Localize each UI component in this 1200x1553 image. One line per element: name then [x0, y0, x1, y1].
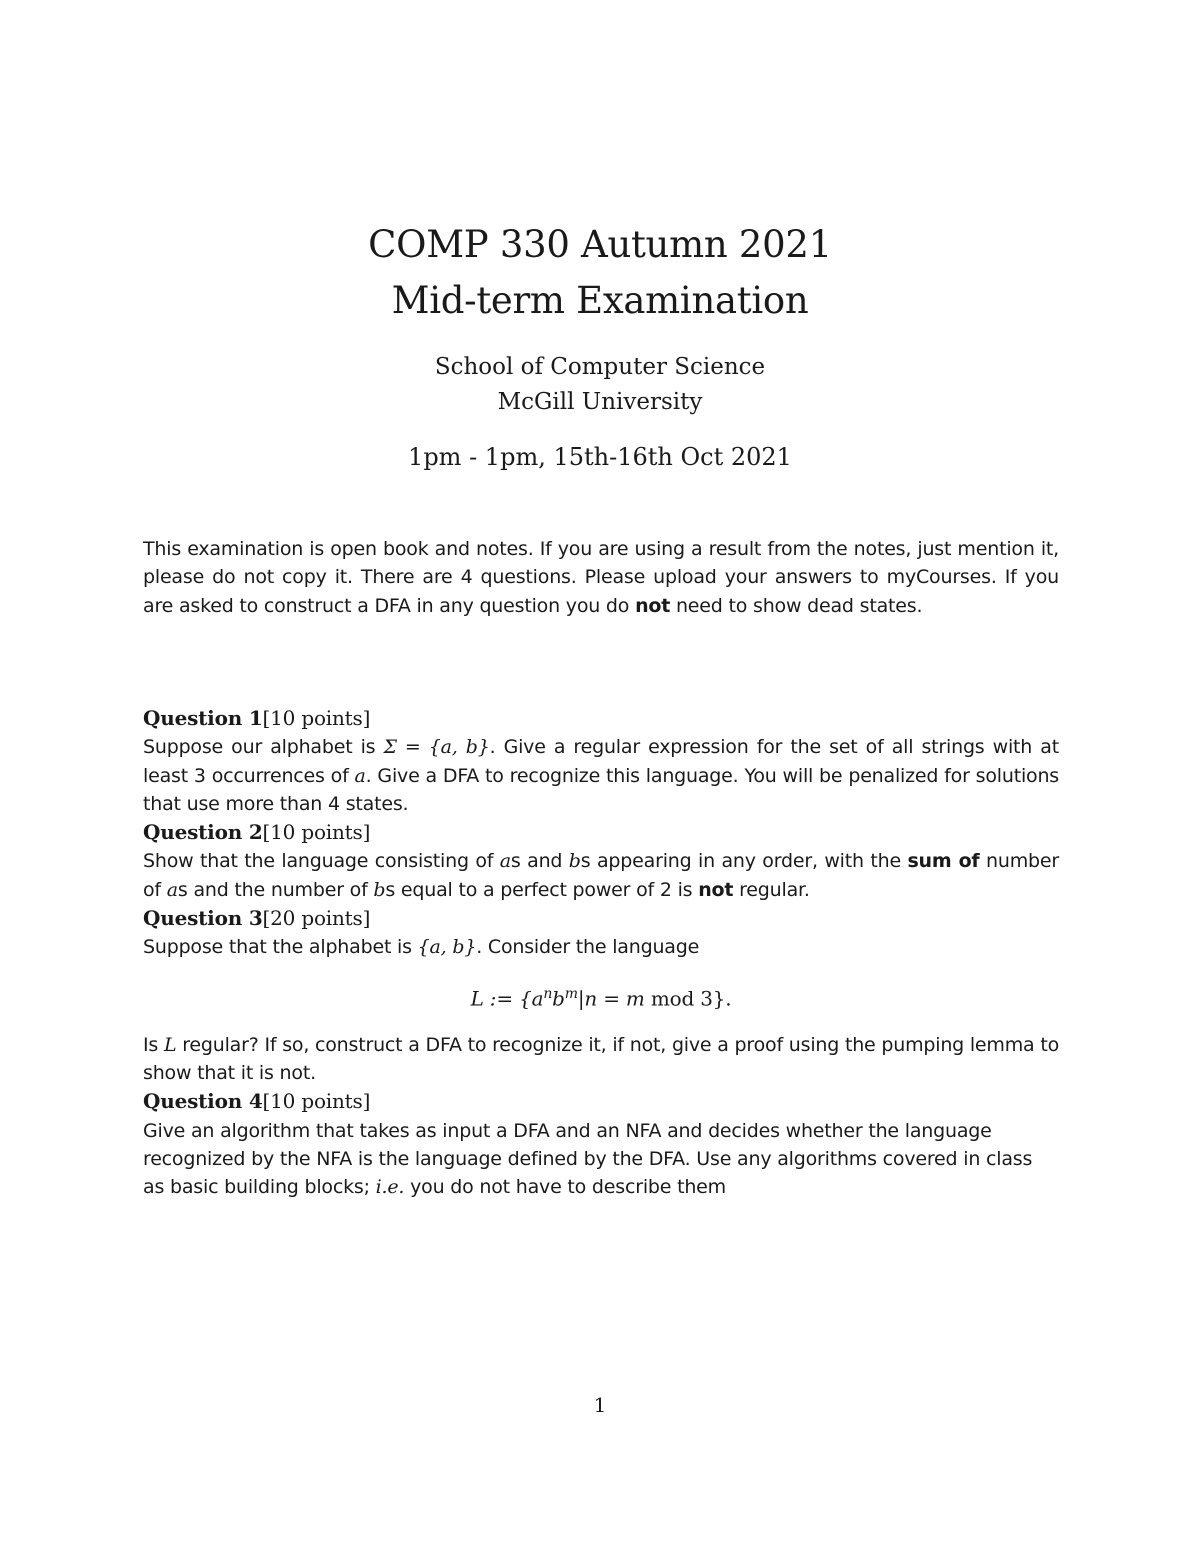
question-2-text: Show that the language consisting of [143, 850, 500, 873]
question-2 [143, 818, 1059, 904]
instructions-text-2: need to show dead states. [670, 594, 923, 617]
question-3-text: Is [143, 1033, 164, 1056]
exam-date: 1pm - 1pm, 15th-16th Oct 2021 [408, 443, 792, 471]
equation-exponent: n [543, 985, 553, 1002]
question-4-points: [10 points] [262, 1089, 371, 1114]
question-4 [143, 1087, 1059, 1201]
question-2-emphasis: not [698, 878, 734, 901]
question-1-text: . Give a DFA to recognize this language. You will be penalized for solutions that use more than 4 states. [143, 764, 1059, 815]
question-2-heading: Question 2 [143, 820, 263, 845]
university-name: McGill University [497, 389, 703, 415]
question-1-heading: Question 1 [143, 706, 263, 730]
question-2-text: s equal to a perfect power of 2 is [385, 878, 699, 901]
question-3-heading: Question 3 [143, 906, 263, 931]
question-1 [143, 704, 1059, 818]
question-2-math-symbol: a [499, 850, 511, 873]
question-2-math-symbol: b [373, 878, 386, 901]
question-4-heading: Question 4 [143, 1089, 263, 1114]
question-2-text: s appearing in any order, with the [580, 850, 908, 873]
equation-part: |n = m [577, 986, 645, 1011]
question-3-text: regular? If so, construct a DFA to recognize it, if not, give a proof using the pumping lemma to show that it is not. [143, 1033, 1059, 1084]
equation-part: b [552, 986, 565, 1011]
question-2-text: s and [510, 850, 569, 873]
question-4-text: you do not have to describe them [404, 1176, 726, 1199]
question-2-points: [10 points] [262, 820, 371, 845]
instructions-text-1: This examination is open book and notes. If you are using a result from the notes, just mention it, please do not copy it. There are 4 questions. Please upload your answers to myCourses. If you are asked to construct a DFA in any question you do [143, 538, 1059, 617]
question-1-text: . Give a regular expression for the set of all strings with at least 3 occurrences of [143, 736, 1059, 787]
question-2-emphasis: sum of [907, 850, 980, 873]
question-2-text: regular. [733, 878, 810, 901]
exam-header [0, 217, 1200, 475]
question-1-math-symbol: a [354, 764, 366, 787]
question-3-text: Suppose that the alphabet is [143, 936, 418, 959]
question-1-points: [10 points] [262, 706, 371, 730]
instructions-paragraph [143, 535, 1059, 620]
question-2-text: s and the number of [177, 878, 374, 901]
questions-section [143, 704, 1059, 1201]
equation-part: mod 3}. [644, 986, 732, 1011]
course-title: COMP 330 Autumn 2021 [368, 223, 832, 266]
question-2-math-symbol: b [568, 850, 581, 873]
question-2-text: number of [143, 850, 1059, 901]
question-1-math-alphabet: Σ = {a, b} [383, 736, 490, 759]
page-number: 1 [593, 1393, 607, 1417]
equation-part: L := {a [470, 986, 544, 1011]
question-4-emphasis: i.e. [375, 1176, 405, 1199]
question-3-math-symbol: L [163, 1033, 177, 1056]
question-4-text: Give an algorithm that takes as input a DFA and an NFA and decides whether the language recognized by the NFA is the language defined by the DFA. Use any algorithms covered in class as basic building blocks; [143, 1119, 1033, 1199]
school-name: School of Computer Science [434, 354, 766, 380]
equation-exponent: m [564, 985, 578, 1002]
question-3-display-equation [143, 980, 1059, 1013]
question-3-math-alphabet: {a, b} [417, 936, 477, 959]
exam-title: Mid-term Examination [391, 279, 809, 322]
instructions-emphasis: not [635, 594, 671, 617]
question-2-math-symbol: a [166, 878, 178, 901]
question-3-points: [20 points] [262, 906, 371, 931]
question-3-text: . Consider the language [476, 936, 700, 959]
question-3 [143, 904, 1059, 1087]
question-1-text: Suppose our alphabet is [143, 736, 384, 759]
